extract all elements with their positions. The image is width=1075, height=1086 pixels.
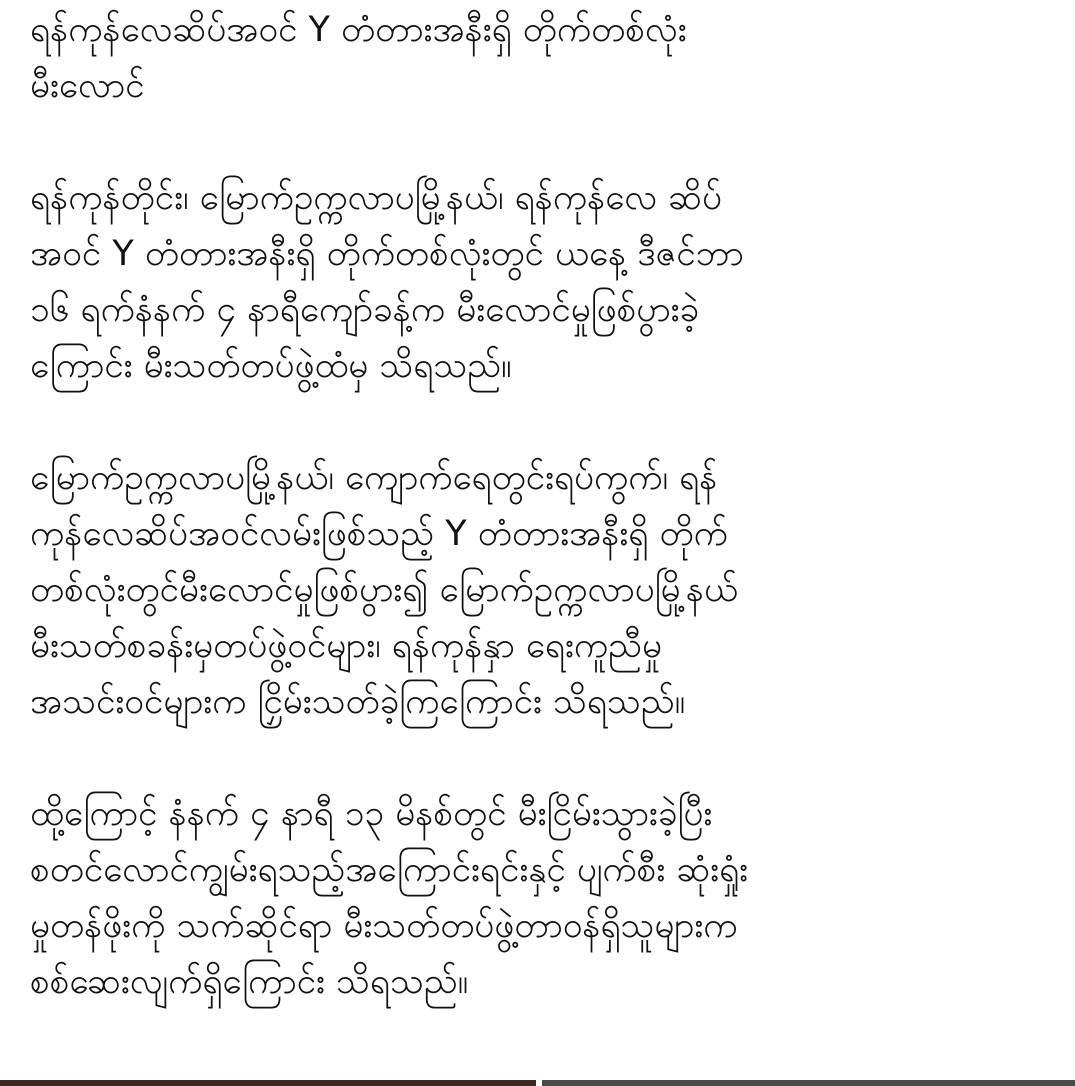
headline-line: ရန်ကုန်လေဆိပ်အဝင် Y တံတားအနီးရှိ တိုက်တစ်လုံး — [30, 10, 687, 50]
paragraph-line: ရန်ကုန်တိုင်း၊ မြောက်ဥက္ကလာပမြို့နယ်၊ ရန်ကုန်လေ ဆိပ် — [30, 178, 722, 218]
photo-thumbnail-right[interactable] — [542, 1080, 1075, 1086]
article-headline — [30, 2, 1045, 114]
headline-line: မီးလောင် — [30, 66, 145, 106]
paragraph-line: အသင်းဝင်များက ငြှိမ်းသတ်ခဲ့ကြကြောင်း သိရသည်။ — [30, 682, 686, 722]
paragraph-line: ကြောင်း မီးသတ်တပ်ဖွဲ့ထံမှ သိရသည်။ — [30, 346, 512, 386]
news-article — [30, 0, 1045, 1010]
paragraph-2 — [30, 450, 1045, 730]
image-preview-strip — [0, 1080, 1075, 1086]
paragraph-1 — [30, 170, 1045, 394]
paragraph-line: မြောက်ဥက္ကလာပမြို့နယ်၊ ကျောက်ရေတွင်းရပ်ကွက်၊ ရန် — [30, 458, 718, 498]
paragraph-line: စစ်ဆေးလျက်ရှိကြောင်း သိရသည်။ — [30, 962, 469, 1002]
photo-thumbnail-left[interactable] — [0, 1080, 536, 1086]
paragraph-line: မီးသတ်စခန်းမှတပ်ဖွဲ့ဝင်များ၊ ရန်ကုန်နှာ ရေးကူညီမှု — [30, 626, 662, 666]
paragraph-line: အဝင် Y တံတားအနီးရှိ တိုက်တစ်လုံးတွင် ယနေ့ ဒီဇင်ဘာ — [30, 234, 744, 274]
paragraph-line: စတင်လောင်ကျွမ်းရသည့်အကြောင်းရင်းနှင့် ပျက်စီး ဆုံးရှုံး — [30, 850, 749, 890]
paragraph-3 — [30, 786, 1045, 1010]
paragraph-line: တစ်လုံးတွင်မီးလောင်မှုဖြစ်ပွား၍ မြောက်ဥက္ကလာပမြို့နယ် — [30, 570, 738, 610]
paragraph-line: ၁၆ ရက်နံနက် ၄ နာရီကျော်ခန့်က မီးလောင်မှုဖြစ်ပွားခဲ့ — [30, 290, 700, 330]
paragraph-line: ထို့ကြောင့် နံနက် ၄ နာရီ ၁၃ မိနစ်တွင် မီးငြိမ်းသွားခဲ့ပြီး — [30, 794, 713, 834]
paragraph-line: မှုတန်ဖိုးကို သက်ဆိုင်ရာ မီးသတ်တပ်ဖွဲ့တာဝန်ရှိသူများက — [30, 906, 738, 946]
paragraph-line: ကုန်လေဆိပ်အဝင်လမ်းဖြစ်သည့် Y တံတားအနီးရှိ တိုက် — [30, 514, 728, 554]
